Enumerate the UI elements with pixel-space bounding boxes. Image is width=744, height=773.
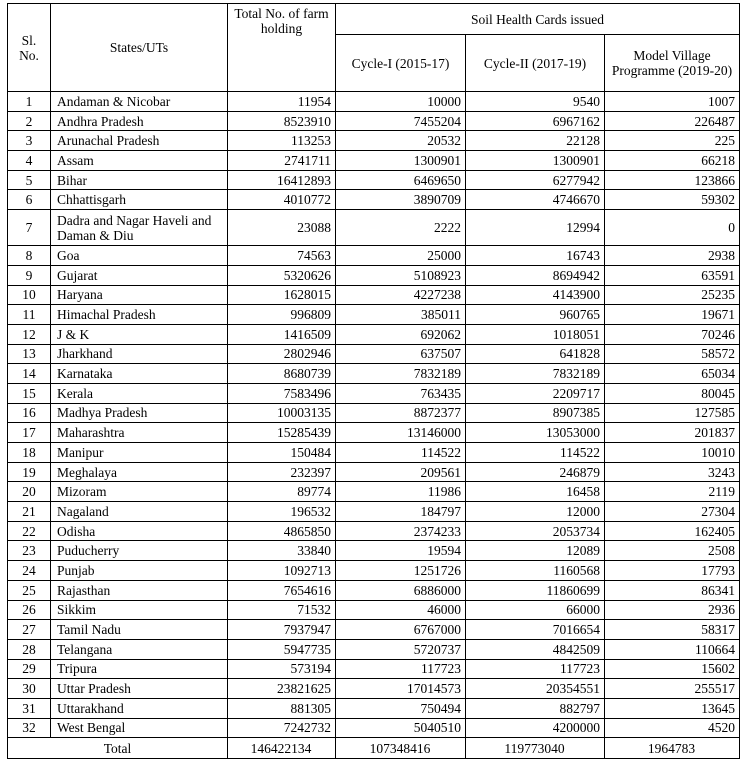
cell-sl-no: 9 xyxy=(8,265,51,285)
cell-cycle-1: 8872377 xyxy=(336,403,466,423)
table-row xyxy=(8,92,740,112)
cell-model-village: 226487 xyxy=(605,111,740,131)
cell-state: Punjab xyxy=(51,561,228,581)
cell-model-village: 4520 xyxy=(605,718,740,738)
header-cycle-2: Cycle-II (2017-19) xyxy=(466,35,605,92)
cell-state: Dadra and Nagar Haveli and Daman & Diu xyxy=(51,210,228,246)
table-row xyxy=(8,265,740,285)
cell-sl-no: 20 xyxy=(8,482,51,502)
total-cycle-1: 107348416 xyxy=(336,738,466,759)
cell-sl-no: 21 xyxy=(8,502,51,522)
header-states: States/UTs xyxy=(51,4,228,92)
table-row xyxy=(8,324,740,344)
cell-cycle-1: 1300901 xyxy=(336,151,466,171)
cell-state: Meghalaya xyxy=(51,462,228,482)
cell-sl-no: 4 xyxy=(8,151,51,171)
cell-state: Tripura xyxy=(51,659,228,679)
cell-model-village: 2938 xyxy=(605,246,740,266)
cell-model-village: 58572 xyxy=(605,344,740,364)
cell-sl-no: 22 xyxy=(8,521,51,541)
cell-farm-holdings: 196532 xyxy=(228,502,336,522)
cell-sl-no: 17 xyxy=(8,423,51,443)
cell-cycle-2: 2053734 xyxy=(466,521,605,541)
cell-farm-holdings: 7583496 xyxy=(228,383,336,403)
cell-model-village: 13645 xyxy=(605,698,740,718)
cell-cycle-1: 637507 xyxy=(336,344,466,364)
cell-cycle-2: 1018051 xyxy=(466,324,605,344)
cell-cycle-1: 2374233 xyxy=(336,521,466,541)
cell-sl-no: 10 xyxy=(8,285,51,305)
cell-state: Himachal Pradesh xyxy=(51,305,228,325)
cell-farm-holdings: 113253 xyxy=(228,131,336,151)
cell-model-village: 162405 xyxy=(605,521,740,541)
table-row xyxy=(8,679,740,699)
cell-farm-holdings: 10003135 xyxy=(228,403,336,423)
cell-cycle-2: 6967162 xyxy=(466,111,605,131)
cell-state: Jharkhand xyxy=(51,344,228,364)
cell-state: Chhattisgarh xyxy=(51,190,228,210)
cell-cycle-2: 4842509 xyxy=(466,639,605,659)
cell-farm-holdings: 1092713 xyxy=(228,561,336,581)
cell-state: Puducherry xyxy=(51,541,228,561)
cell-cycle-2: 4143900 xyxy=(466,285,605,305)
cell-cycle-1: 25000 xyxy=(336,246,466,266)
cell-sl-no: 27 xyxy=(8,620,51,640)
cell-farm-holdings: 881305 xyxy=(228,698,336,718)
cell-cycle-2: 4200000 xyxy=(466,718,605,738)
cell-farm-holdings: 23088 xyxy=(228,210,336,246)
cell-farm-holdings: 7654616 xyxy=(228,580,336,600)
cell-state: Kerala xyxy=(51,383,228,403)
soil-health-cards-table xyxy=(7,3,740,759)
table-row xyxy=(8,210,740,246)
cell-model-village: 2119 xyxy=(605,482,740,502)
cell-cycle-2: 6277942 xyxy=(466,170,605,190)
cell-model-village: 201837 xyxy=(605,423,740,443)
cell-state: West Bengal xyxy=(51,718,228,738)
cell-model-village: 127585 xyxy=(605,403,740,423)
cell-sl-no: 8 xyxy=(8,246,51,266)
table-row xyxy=(8,600,740,620)
cell-sl-no: 5 xyxy=(8,170,51,190)
cell-cycle-1: 3890709 xyxy=(336,190,466,210)
table-row xyxy=(8,383,740,403)
cell-sl-no: 3 xyxy=(8,131,51,151)
cell-cycle-2: 9540 xyxy=(466,92,605,112)
table-row xyxy=(8,344,740,364)
table-row xyxy=(8,170,740,190)
total-holdings: 146422134 xyxy=(228,738,336,759)
cell-model-village: 19671 xyxy=(605,305,740,325)
cell-state: Haryana xyxy=(51,285,228,305)
cell-state: Madhya Pradesh xyxy=(51,403,228,423)
cell-model-village: 25235 xyxy=(605,285,740,305)
total-row xyxy=(8,738,740,759)
cell-cycle-1: 6886000 xyxy=(336,580,466,600)
table-row xyxy=(8,502,740,522)
cell-cycle-1: 13146000 xyxy=(336,423,466,443)
cell-sl-no: 7 xyxy=(8,210,51,246)
cell-sl-no: 15 xyxy=(8,383,51,403)
table-row xyxy=(8,659,740,679)
table-row xyxy=(8,131,740,151)
cell-farm-holdings: 1628015 xyxy=(228,285,336,305)
cell-farm-holdings: 1416509 xyxy=(228,324,336,344)
cell-model-village: 27304 xyxy=(605,502,740,522)
table-body xyxy=(8,92,740,738)
cell-cycle-1: 117723 xyxy=(336,659,466,679)
table-row xyxy=(8,364,740,384)
cell-sl-no: 16 xyxy=(8,403,51,423)
cell-cycle-1: 46000 xyxy=(336,600,466,620)
cell-state: Rajasthan xyxy=(51,580,228,600)
cell-cycle-1: 20532 xyxy=(336,131,466,151)
table-row xyxy=(8,111,740,131)
cell-cycle-2: 16458 xyxy=(466,482,605,502)
cell-cycle-1: 6469650 xyxy=(336,170,466,190)
cell-model-village: 255517 xyxy=(605,679,740,699)
cell-model-village: 3243 xyxy=(605,462,740,482)
cell-farm-holdings: 16412893 xyxy=(228,170,336,190)
table-row xyxy=(8,521,740,541)
cell-sl-no: 1 xyxy=(8,92,51,112)
cell-state: Bihar xyxy=(51,170,228,190)
cell-cycle-1: 7455204 xyxy=(336,111,466,131)
cell-cycle-2: 8694942 xyxy=(466,265,605,285)
cell-cycle-1: 11986 xyxy=(336,482,466,502)
cell-model-village: 1007 xyxy=(605,92,740,112)
header-sl-no: Sl. No. xyxy=(8,4,51,92)
cell-cycle-2: 246879 xyxy=(466,462,605,482)
cell-sl-no: 31 xyxy=(8,698,51,718)
cell-cycle-2: 66000 xyxy=(466,600,605,620)
cell-state: J & K xyxy=(51,324,228,344)
table-row xyxy=(8,620,740,640)
table-row xyxy=(8,246,740,266)
cell-model-village: 80045 xyxy=(605,383,740,403)
cell-farm-holdings: 7937947 xyxy=(228,620,336,640)
cell-state: Tamil Nadu xyxy=(51,620,228,640)
cell-cycle-1: 5040510 xyxy=(336,718,466,738)
table-row xyxy=(8,639,740,659)
cell-cycle-1: 19594 xyxy=(336,541,466,561)
cell-model-village: 110664 xyxy=(605,639,740,659)
cell-cycle-2: 7832189 xyxy=(466,364,605,384)
cell-cycle-2: 114522 xyxy=(466,443,605,463)
cell-cycle-1: 763435 xyxy=(336,383,466,403)
cell-farm-holdings: 2802946 xyxy=(228,344,336,364)
header-cycle-1: Cycle-I (2015-17) xyxy=(336,35,466,92)
cell-state: Mizoram xyxy=(51,482,228,502)
cell-sl-no: 11 xyxy=(8,305,51,325)
cell-sl-no: 32 xyxy=(8,718,51,738)
cell-cycle-2: 8907385 xyxy=(466,403,605,423)
cell-cycle-2: 12089 xyxy=(466,541,605,561)
cell-cycle-2: 2209717 xyxy=(466,383,605,403)
cell-cycle-2: 12000 xyxy=(466,502,605,522)
header-farm-holdings: Total No. of farm holding xyxy=(228,4,336,92)
cell-state: Maharashtra xyxy=(51,423,228,443)
cell-model-village: 225 xyxy=(605,131,740,151)
cell-cycle-1: 17014573 xyxy=(336,679,466,699)
cell-model-village: 15602 xyxy=(605,659,740,679)
cell-sl-no: 13 xyxy=(8,344,51,364)
table-row xyxy=(8,561,740,581)
cell-farm-holdings: 4010772 xyxy=(228,190,336,210)
table-row xyxy=(8,541,740,561)
cell-cycle-1: 209561 xyxy=(336,462,466,482)
cell-cycle-1: 6767000 xyxy=(336,620,466,640)
header-model-village: Model Village Programme (2019-20) xyxy=(605,35,740,92)
cell-sl-no: 26 xyxy=(8,600,51,620)
cell-model-village: 66218 xyxy=(605,151,740,171)
cell-state: Uttarakhand xyxy=(51,698,228,718)
cell-cycle-2: 22128 xyxy=(466,131,605,151)
cell-sl-no: 24 xyxy=(8,561,51,581)
cell-farm-holdings: 23821625 xyxy=(228,679,336,699)
cell-cycle-1: 5108923 xyxy=(336,265,466,285)
table-row xyxy=(8,423,740,443)
cell-sl-no: 19 xyxy=(8,462,51,482)
cell-farm-holdings: 15285439 xyxy=(228,423,336,443)
cell-sl-no: 6 xyxy=(8,190,51,210)
cell-sl-no: 23 xyxy=(8,541,51,561)
cell-cycle-2: 641828 xyxy=(466,344,605,364)
table-row xyxy=(8,443,740,463)
cell-cycle-1: 4227238 xyxy=(336,285,466,305)
table-row xyxy=(8,580,740,600)
cell-state: Assam xyxy=(51,151,228,171)
cell-cycle-2: 4746670 xyxy=(466,190,605,210)
cell-model-village: 2508 xyxy=(605,541,740,561)
cell-cycle-1: 184797 xyxy=(336,502,466,522)
cell-sl-no: 12 xyxy=(8,324,51,344)
total-cycle-2: 119773040 xyxy=(466,738,605,759)
cell-farm-holdings: 11954 xyxy=(228,92,336,112)
cell-state: Karnataka xyxy=(51,364,228,384)
cell-cycle-1: 5720737 xyxy=(336,639,466,659)
cell-farm-holdings: 71532 xyxy=(228,600,336,620)
cell-model-village: 63591 xyxy=(605,265,740,285)
cell-model-village: 10010 xyxy=(605,443,740,463)
cell-cycle-1: 7832189 xyxy=(336,364,466,384)
cell-cycle-2: 13053000 xyxy=(466,423,605,443)
cell-sl-no: 30 xyxy=(8,679,51,699)
cell-state: Andhra Pradesh xyxy=(51,111,228,131)
cell-model-village: 86341 xyxy=(605,580,740,600)
cell-state: Gujarat xyxy=(51,265,228,285)
cell-farm-holdings: 7242732 xyxy=(228,718,336,738)
cell-state: Manipur xyxy=(51,443,228,463)
cell-cycle-2: 1300901 xyxy=(466,151,605,171)
total-model-village: 1964783 xyxy=(605,738,740,759)
cell-sl-no: 14 xyxy=(8,364,51,384)
header-soil-health-cards: Soil Health Cards issued xyxy=(336,4,740,35)
table-row xyxy=(8,482,740,502)
cell-state: Goa xyxy=(51,246,228,266)
cell-sl-no: 18 xyxy=(8,443,51,463)
cell-farm-holdings: 33840 xyxy=(228,541,336,561)
cell-farm-holdings: 150484 xyxy=(228,443,336,463)
table-row xyxy=(8,698,740,718)
cell-cycle-1: 385011 xyxy=(336,305,466,325)
cell-model-village: 59302 xyxy=(605,190,740,210)
cell-state: Arunachal Pradesh xyxy=(51,131,228,151)
cell-cycle-2: 11860699 xyxy=(466,580,605,600)
cell-cycle-1: 114522 xyxy=(336,443,466,463)
cell-farm-holdings: 74563 xyxy=(228,246,336,266)
cell-cycle-2: 12994 xyxy=(466,210,605,246)
cell-cycle-2: 16743 xyxy=(466,246,605,266)
cell-model-village: 123866 xyxy=(605,170,740,190)
total-label: Total xyxy=(8,738,228,759)
cell-cycle-1: 2222 xyxy=(336,210,466,246)
cell-sl-no: 28 xyxy=(8,639,51,659)
table-row xyxy=(8,151,740,171)
cell-cycle-1: 750494 xyxy=(336,698,466,718)
cell-cycle-2: 117723 xyxy=(466,659,605,679)
cell-cycle-2: 960765 xyxy=(466,305,605,325)
cell-farm-holdings: 232397 xyxy=(228,462,336,482)
cell-sl-no: 2 xyxy=(8,111,51,131)
cell-state: Andaman & Nicobar xyxy=(51,92,228,112)
cell-farm-holdings: 8523910 xyxy=(228,111,336,131)
table-row xyxy=(8,462,740,482)
cell-sl-no: 25 xyxy=(8,580,51,600)
cell-cycle-2: 20354551 xyxy=(466,679,605,699)
cell-state: Odisha xyxy=(51,521,228,541)
cell-cycle-1: 692062 xyxy=(336,324,466,344)
cell-farm-holdings: 5947735 xyxy=(228,639,336,659)
cell-model-village: 58317 xyxy=(605,620,740,640)
cell-farm-holdings: 4865850 xyxy=(228,521,336,541)
cell-farm-holdings: 2741711 xyxy=(228,151,336,171)
cell-farm-holdings: 8680739 xyxy=(228,364,336,384)
cell-sl-no: 29 xyxy=(8,659,51,679)
table-row xyxy=(8,305,740,325)
cell-farm-holdings: 573194 xyxy=(228,659,336,679)
cell-farm-holdings: 5320626 xyxy=(228,265,336,285)
cell-model-village: 70246 xyxy=(605,324,740,344)
table-row xyxy=(8,403,740,423)
cell-farm-holdings: 89774 xyxy=(228,482,336,502)
cell-state: Sikkim xyxy=(51,600,228,620)
cell-cycle-1: 1251726 xyxy=(336,561,466,581)
cell-state: Telangana xyxy=(51,639,228,659)
cell-model-village: 0 xyxy=(605,210,740,246)
cell-cycle-2: 882797 xyxy=(466,698,605,718)
table-row xyxy=(8,285,740,305)
cell-model-village: 65034 xyxy=(605,364,740,384)
cell-model-village: 17793 xyxy=(605,561,740,581)
cell-farm-holdings: 996809 xyxy=(228,305,336,325)
cell-cycle-1: 10000 xyxy=(336,92,466,112)
table-row xyxy=(8,190,740,210)
table-row xyxy=(8,718,740,738)
cell-model-village: 2936 xyxy=(605,600,740,620)
cell-state: Nagaland xyxy=(51,502,228,522)
cell-cycle-2: 7016654 xyxy=(466,620,605,640)
cell-cycle-2: 1160568 xyxy=(466,561,605,581)
cell-state: Uttar Pradesh xyxy=(51,679,228,699)
